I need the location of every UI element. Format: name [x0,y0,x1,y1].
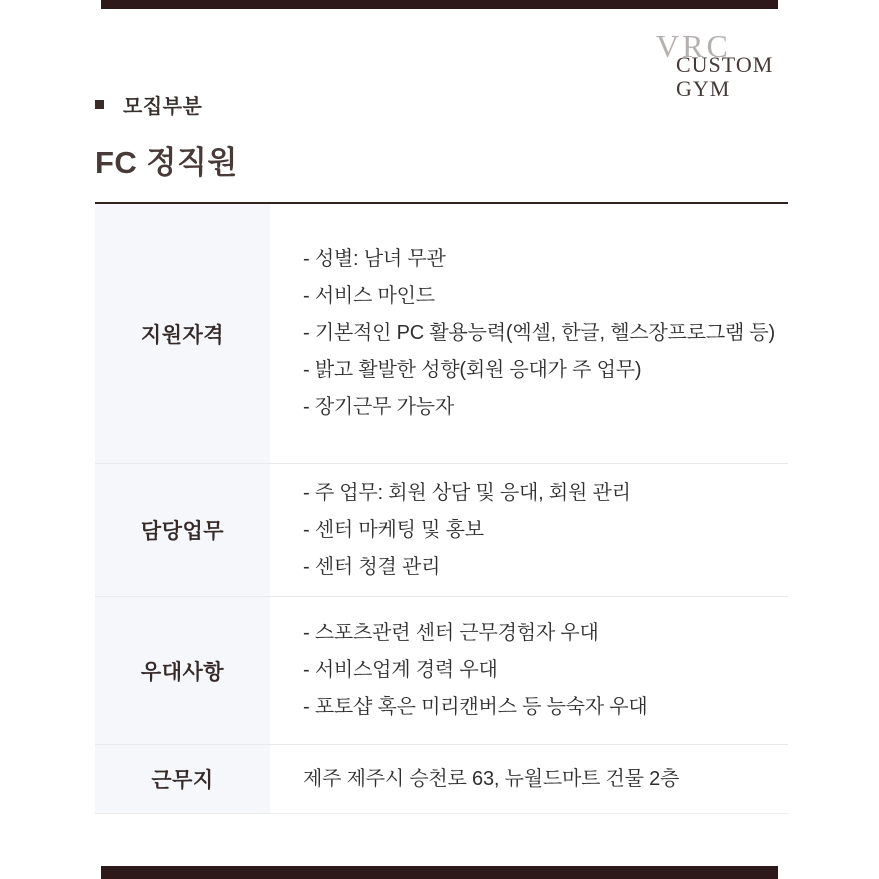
row-item: - 성별: 남녀 무관 [303,248,446,270]
section-label: 모집부분 [123,96,203,118]
job-info-table [95,202,788,814]
row-item: - 포토샵 혹은 미리캔버스 등 능숙자 우대 [303,696,648,718]
logo-gym-text: GYM [676,76,731,101]
row-item: - 서비스 마인드 [303,285,435,307]
table-row [95,464,788,597]
row-item: - 밝고 활발한 성향(회원 응대가 주 업무) [303,359,642,381]
row-content [270,745,788,813]
row-item: - 주 업무: 회원 상담 및 응대, 회원 관리 [303,481,631,504]
page-title: FC 정직원 [95,145,238,180]
row-item: - 센터 마케팅 및 홍보 [303,518,484,541]
row-label-workplace: 근무지 [95,745,270,813]
row-content [270,464,788,596]
logo-custom-text: CUSTOM [676,52,774,77]
row-item: - 서비스업계 경력 우대 [303,659,498,681]
table-row [95,745,788,813]
table-row [95,204,788,464]
logo-vrc-text: VRC [656,28,731,64]
row-label-qualifications: 지원자격 [95,204,270,463]
row-label-preferences: 우대사항 [95,597,270,744]
table-row [95,597,788,745]
row-content [270,597,788,744]
bottom-bar [101,866,778,879]
row-content [270,204,788,463]
row-item: - 장기근무 가능자 [303,396,455,418]
row-item: - 스포츠관련 센터 근무경험자 우대 [303,622,599,644]
row-item: - 센터 청결 관리 [303,555,441,578]
section-heading [95,90,202,119]
square-bullet-icon [95,100,104,109]
row-item: - 기본적인 PC 활용능력(엑셀, 한글, 헬스장프로그램 등) [303,322,776,344]
row-item: 제주 제주시 승천로 63, 뉴월드마트 건물 2층 [303,767,680,790]
row-label-duties: 담당업무 [95,464,270,596]
